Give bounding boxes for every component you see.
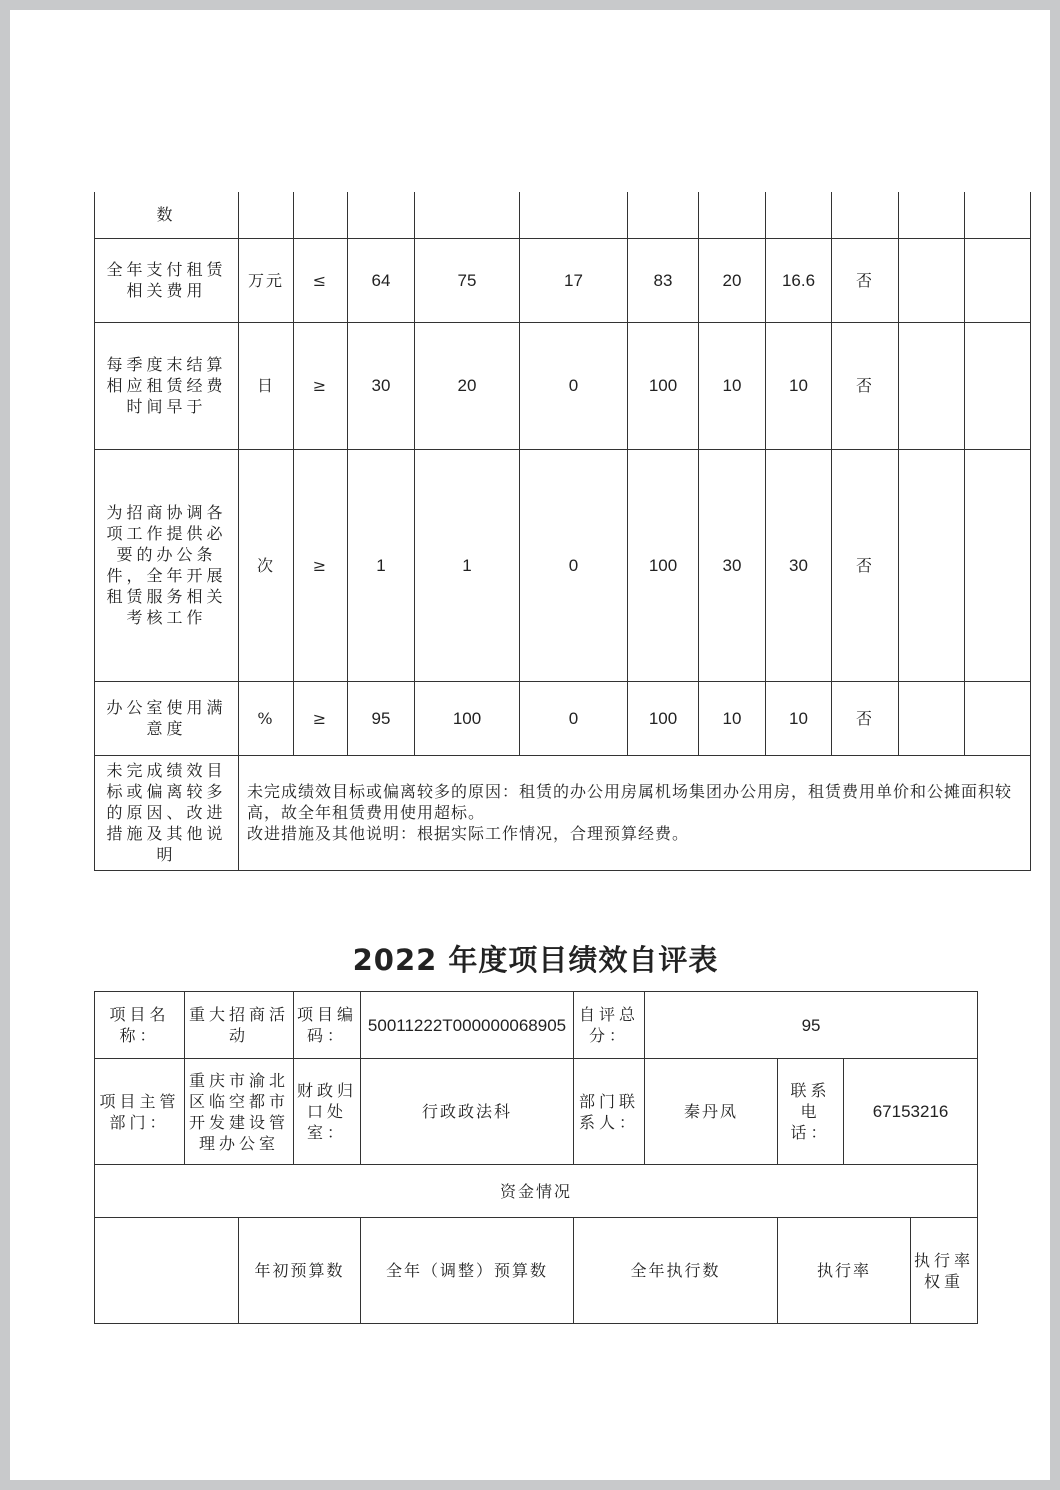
funds-section-header: 资金情况 (95, 1165, 978, 1218)
explanation-measures: 改进措施及其他说明：根据实际工作情况，合理预算经费。 (247, 824, 690, 843)
project-name-label: 项目名称： (95, 992, 185, 1059)
deviate-cell: 否 (832, 449, 899, 681)
project-info-table (94, 991, 978, 1324)
extra-cell (899, 322, 965, 449)
explanation-text (239, 755, 1031, 870)
deviation-cell: 0 (520, 322, 628, 449)
project-code-label: 项目编码： (294, 992, 361, 1059)
deviation-cell: 17 (520, 238, 628, 322)
finance-office: 行政政法科 (361, 1059, 574, 1165)
rate-cell: 100 (628, 449, 699, 681)
table-row (95, 992, 978, 1059)
project-code: 50011222T000000068905 (361, 992, 574, 1059)
contact-label: 部门联系人： (574, 1059, 645, 1165)
operator-cell: ≥ (294, 681, 348, 755)
extra-cell (965, 192, 1031, 238)
deviation-cell: 0 (520, 681, 628, 755)
target-cell: 30 (348, 322, 415, 449)
indicator-cell: 每季度末结算相应租赁经费时间早于 (95, 322, 239, 449)
rate-cell: 83 (628, 238, 699, 322)
indicator-cell: 办公室使用满意度 (95, 681, 239, 755)
col-executed: 全年执行数 (574, 1218, 778, 1324)
indicator-cell: 为招商协调各项工作提供必要的办公条件，全年开展租赁服务相关考核工作 (95, 449, 239, 681)
actual-cell: 75 (415, 238, 520, 322)
deviate-cell: 否 (832, 238, 899, 322)
explanation-row (95, 755, 1031, 870)
score-cell: 30 (766, 449, 832, 681)
deviate-cell (832, 192, 899, 238)
target-cell: 1 (348, 449, 415, 681)
target-cell (348, 192, 415, 238)
explanation-label: 未完成绩效目标或偏离较多的原因、改进措施及其他说明 (95, 755, 239, 870)
table-row (95, 238, 1031, 322)
explanation-reason: 未完成绩效目标或偏离较多的原因：租赁的办公用房属机场集团办公用房，租赁费用单价和公摊面积较高，故全年租赁费用使用超标。 (247, 782, 1013, 822)
self-score-label: 自评总分： (574, 992, 645, 1059)
unit-cell: 日 (239, 322, 294, 449)
performance-indicator-table (94, 192, 1031, 871)
document-page (10, 10, 1050, 1480)
actual-cell (415, 192, 520, 238)
table-row (95, 1059, 978, 1165)
operator-cell: ≥ (294, 322, 348, 449)
table-row (95, 192, 1031, 238)
col-budget-initial: 年初预算数 (239, 1218, 361, 1324)
funds-blank-cell (95, 1218, 239, 1324)
extra-cell (965, 238, 1031, 322)
actual-cell: 20 (415, 322, 520, 449)
table-row (95, 1165, 978, 1218)
project-name: 重大招商活动 (185, 992, 294, 1059)
score-cell: 10 (766, 681, 832, 755)
table-row (95, 322, 1031, 449)
page-title: 2022 年度项目绩效自评表 (352, 943, 719, 977)
unit-cell: % (239, 681, 294, 755)
extra-cell (965, 449, 1031, 681)
contact-person: 秦丹凤 (645, 1059, 778, 1165)
deviate-cell: 否 (832, 322, 899, 449)
extra-cell (899, 681, 965, 755)
extra-cell (899, 238, 965, 322)
table-row (95, 1218, 978, 1324)
weight-cell: 10 (699, 681, 766, 755)
col-budget-adjusted: 全年（调整）预算数 (361, 1218, 574, 1324)
table-row (95, 681, 1031, 755)
unit-cell: 次 (239, 449, 294, 681)
score-cell (766, 192, 832, 238)
phone-number: 67153216 (844, 1059, 978, 1165)
operator-cell (294, 192, 348, 238)
target-cell: 95 (348, 681, 415, 755)
col-exec-weight: 执行率权重 (911, 1218, 978, 1324)
dept-label: 项目主管部门： (95, 1059, 185, 1165)
weight-cell: 20 (699, 238, 766, 322)
score-cell: 16.6 (766, 238, 832, 322)
indicator-cell: 数 (95, 192, 239, 238)
dept-value: 重庆市渝北区临空都市开发建设管理办公室 (185, 1059, 294, 1165)
target-cell: 64 (348, 238, 415, 322)
actual-cell: 100 (415, 681, 520, 755)
deviation-cell (520, 192, 628, 238)
unit-cell: 万元 (239, 238, 294, 322)
table-row (95, 449, 1031, 681)
self-score: 95 (645, 992, 978, 1059)
weight-cell: 10 (699, 322, 766, 449)
indicator-cell: 全年支付租赁相关费用 (95, 238, 239, 322)
extra-cell (899, 192, 965, 238)
score-cell: 10 (766, 322, 832, 449)
weight-cell (699, 192, 766, 238)
operator-cell: ≤ (294, 238, 348, 322)
unit-cell (239, 192, 294, 238)
extra-cell (965, 322, 1031, 449)
operator-cell: ≥ (294, 449, 348, 681)
weight-cell: 30 (699, 449, 766, 681)
rate-cell: 100 (628, 322, 699, 449)
deviate-cell: 否 (832, 681, 899, 755)
extra-cell (899, 449, 965, 681)
extra-cell (965, 681, 1031, 755)
rate-cell: 100 (628, 681, 699, 755)
finance-office-label: 财政归口处室： (294, 1059, 361, 1165)
col-exec-rate: 执行率 (778, 1218, 911, 1324)
deviation-cell: 0 (520, 449, 628, 681)
rate-cell (628, 192, 699, 238)
phone-label: 联系电话： (778, 1059, 844, 1165)
actual-cell: 1 (415, 449, 520, 681)
